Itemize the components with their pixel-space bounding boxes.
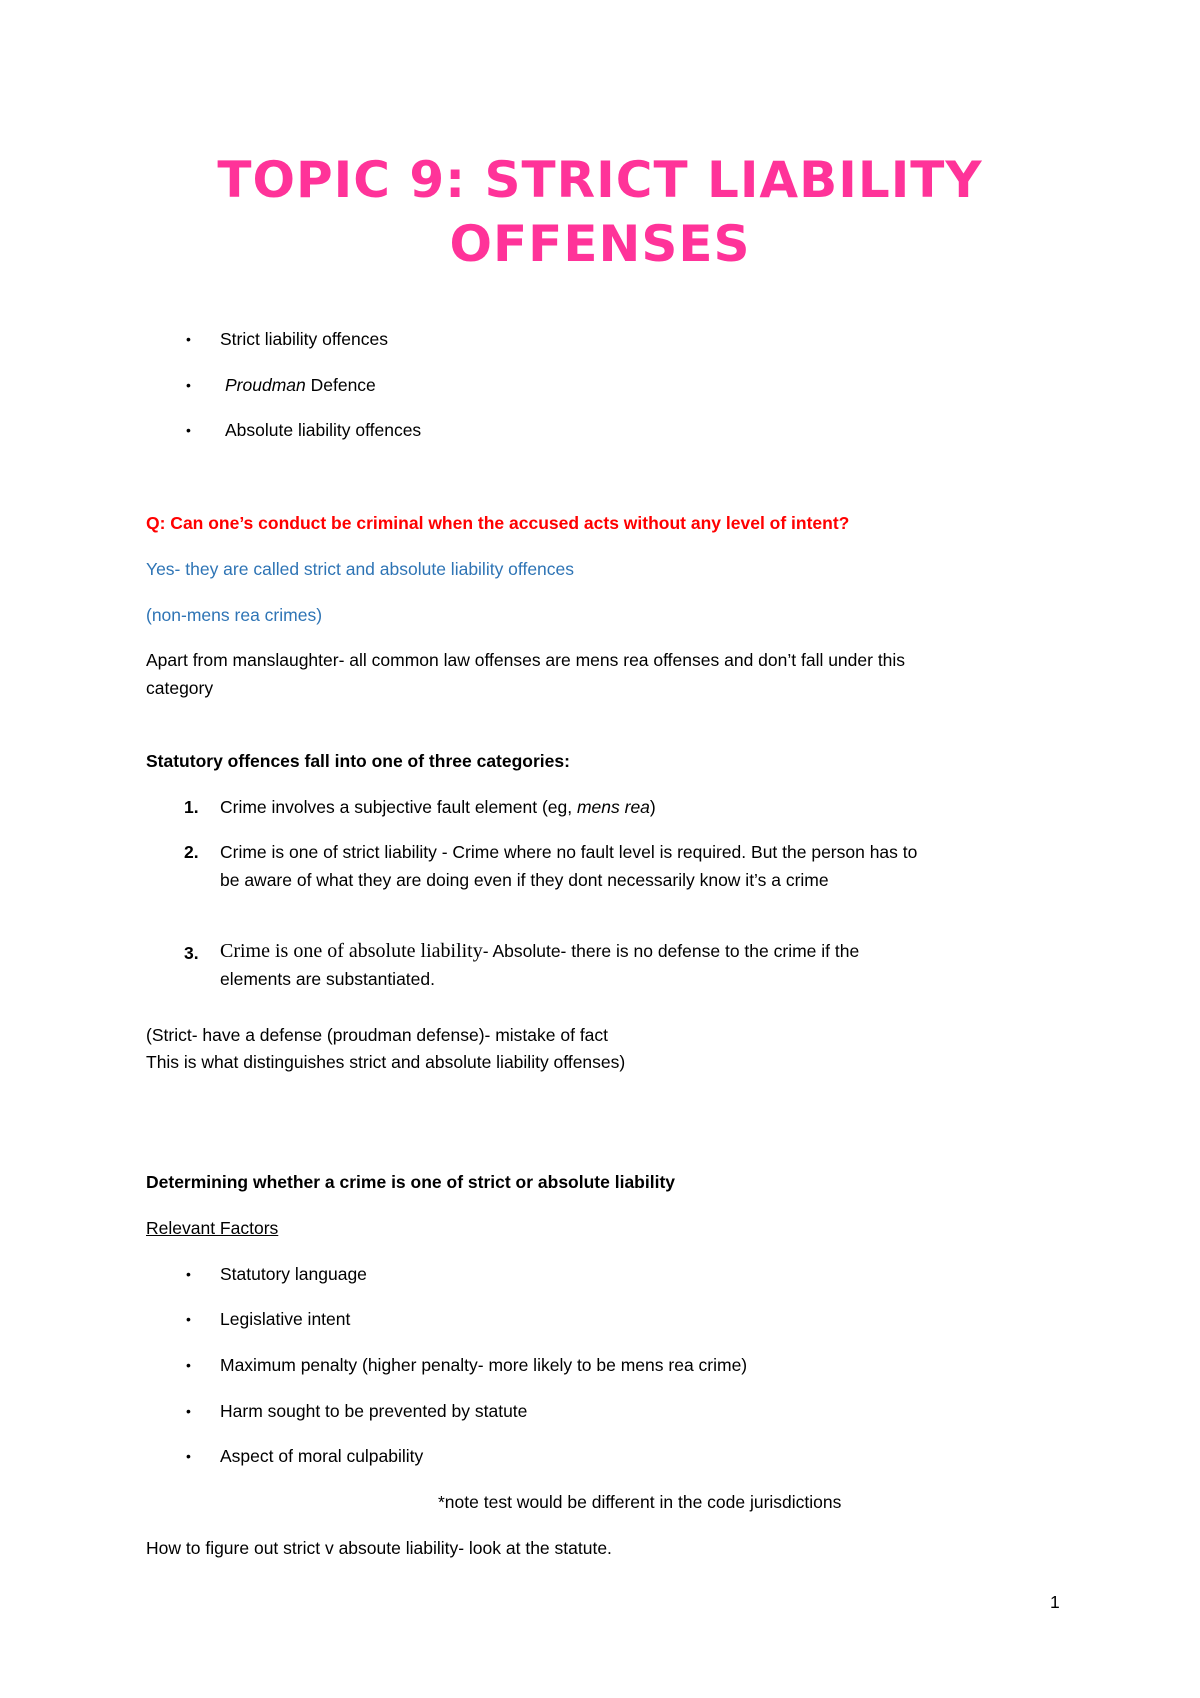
bullet-icon: • xyxy=(186,1311,191,1327)
paragraph-line-1: Apart from manslaughter- all common law offenses are mens rea offenses and don’t fall under this xyxy=(146,650,906,670)
bullet-icon: • xyxy=(186,1357,191,1373)
list-number-1: 1. xyxy=(184,797,199,817)
list-number-2: 2. xyxy=(184,842,199,862)
bullet-icon: • xyxy=(186,331,191,347)
categories-heading: Statutory offences fall into one of three categories: xyxy=(146,751,570,771)
bullet-icon: • xyxy=(186,422,191,438)
factor-item: Harm sought to be prevented by statute xyxy=(220,1401,528,1421)
strict-note-line-2: This is what distinguishes strict and absolute liability offenses) xyxy=(146,1052,626,1072)
bullet-icon: • xyxy=(186,1266,191,1282)
answer-text: Yes- they are called strict and absolute liability offences xyxy=(146,559,575,579)
determining-heading: Determining whether a crime is one of strict or absolute liability xyxy=(146,1172,676,1192)
bullet-icon: • xyxy=(186,1448,191,1464)
page-title xyxy=(0,148,1200,276)
code-note: *note test would be different in the code jurisdictions xyxy=(438,1492,842,1512)
bullet-icon: • xyxy=(186,1403,191,1419)
factor-item: Legislative intent xyxy=(220,1309,351,1329)
title-line-2: OFFENSES xyxy=(449,215,751,273)
topic-item-2: Proudman Defence xyxy=(225,375,376,395)
category-item-1: Crime involves a subjective fault element (eg, mens rea) xyxy=(220,797,656,817)
factor-item: Maximum penalty (higher penalty- more likely to be mens rea crime) xyxy=(220,1355,748,1375)
statute-line: How to figure out strict v absoute liability- look at the statute. xyxy=(146,1538,612,1558)
topic-item-3: Absolute liability offences xyxy=(225,420,422,440)
answer-note: (non-mens rea crimes) xyxy=(146,605,323,625)
category-item-2-line-2: be aware of what they are doing even if they dont necessarily know it’s a crime xyxy=(220,870,829,890)
bullet-icon: • xyxy=(186,377,191,393)
strict-note-line-1: (Strict- have a defense (proudman defense)- mistake of fact xyxy=(146,1025,609,1045)
category-item-3-line-1: Crime is one of absolute liability- Absolute- there is no defense to the crime if the xyxy=(220,940,860,962)
list-number-3: 3. xyxy=(184,943,199,963)
relevant-factors-heading: Relevant Factors xyxy=(146,1218,279,1238)
factor-item: Statutory language xyxy=(220,1264,367,1284)
title-line-1: TOPIC 9: STRICT LIABILITY xyxy=(217,151,983,209)
question-text: Q: Can one’s conduct be criminal when the accused acts without any level of intent? xyxy=(146,513,850,533)
category-item-3-line-2: elements are substantiated. xyxy=(220,969,435,989)
page-number: 1 xyxy=(1050,1592,1060,1612)
paragraph-line-2: category xyxy=(146,678,214,698)
category-item-2-line-1: Crime is one of strict liability - Crime where no fault level is required. But the person has to xyxy=(220,842,918,862)
topic-item-1: Strict liability offences xyxy=(220,329,388,349)
factor-item: Aspect of moral culpability xyxy=(220,1446,424,1466)
